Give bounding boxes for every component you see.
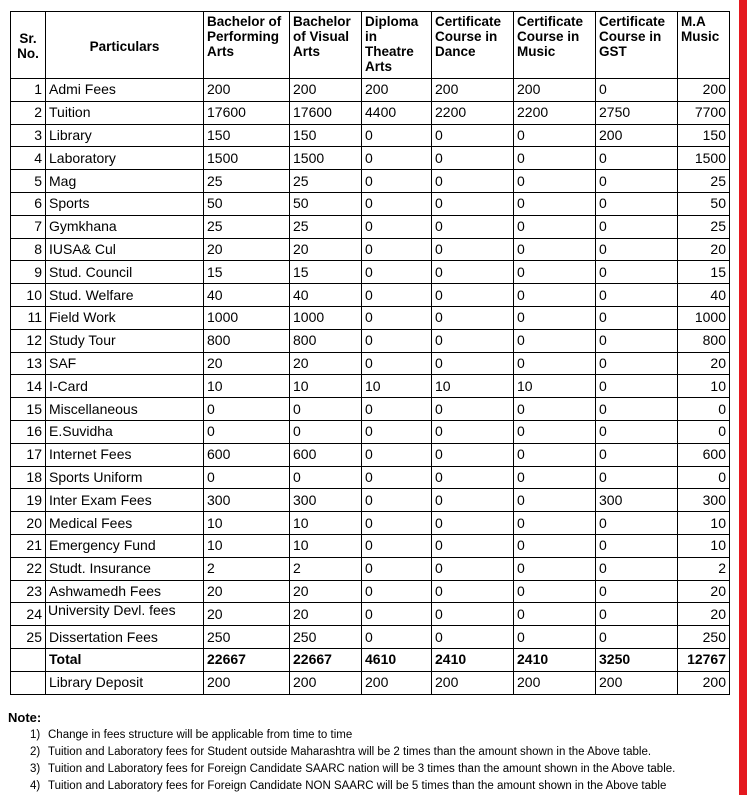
row-fee-value: 10: [204, 534, 290, 557]
table-row: [11, 626, 730, 649]
row-fee-value: 0: [432, 603, 514, 626]
row-fee-value: 0: [514, 420, 596, 443]
row-fee-value: 250: [678, 626, 730, 649]
row-fee-value: 0: [514, 238, 596, 261]
row-particular: Mag: [46, 170, 204, 193]
row-particular: Emergency Fund: [46, 534, 204, 557]
row-particular: Studt. Insurance: [46, 557, 204, 580]
total-value: 12767: [678, 648, 730, 671]
row-fee-value: 0: [362, 512, 432, 535]
row-fee-value: 0: [596, 352, 678, 375]
row-fee-value: 0: [596, 238, 678, 261]
row-fee-value: 0: [596, 170, 678, 193]
row-fee-value: 0: [596, 329, 678, 352]
row-fee-value: 0: [362, 170, 432, 193]
row-particular: Sports Uniform: [46, 466, 204, 489]
row-fee-value: 40: [204, 284, 290, 307]
table-row: [11, 512, 730, 535]
row-sr-no: 6: [11, 192, 46, 215]
row-fee-value: 0: [432, 398, 514, 421]
row-sr-no: 9: [11, 261, 46, 284]
table-row: [11, 306, 730, 329]
library-deposit-label: Library Deposit: [46, 671, 204, 694]
note-number: 1): [30, 729, 41, 741]
note-title: Note:: [8, 710, 42, 725]
row-fee-value: 2: [204, 557, 290, 580]
row-sr-no: 10: [11, 284, 46, 307]
header-particulars: Particulars: [46, 12, 204, 79]
note-number: 3): [30, 763, 41, 775]
row-fee-value: 1000: [290, 306, 362, 329]
total-value: 4610: [362, 648, 432, 671]
row-fee-value: 0: [596, 192, 678, 215]
row-fee-value: 0: [362, 284, 432, 307]
row-fee-value: 0: [362, 398, 432, 421]
row-sr-no: 23: [11, 580, 46, 603]
table-header-row: [11, 12, 730, 79]
row-fee-value: 200: [678, 79, 730, 102]
row-fee-value: 17600: [290, 101, 362, 124]
row-fee-value: 0: [596, 557, 678, 580]
row-fee-value: 0: [204, 398, 290, 421]
note-number: 2): [30, 746, 41, 758]
row-sr-no: 7: [11, 215, 46, 238]
row-fee-value: 15: [204, 261, 290, 284]
row-sr-no: 25: [11, 626, 46, 649]
total-value: 22667: [204, 648, 290, 671]
row-fee-value: 40: [678, 284, 730, 307]
row-fee-value: 25: [678, 170, 730, 193]
note-item: [30, 727, 675, 744]
row-fee-value: 0: [362, 215, 432, 238]
row-sr-no: 24: [11, 603, 46, 626]
total-value: 2410: [432, 648, 514, 671]
row-fee-value: 0: [432, 170, 514, 193]
row-fee-value: 0: [514, 147, 596, 170]
note-item: [30, 761, 675, 778]
row-fee-value: 0: [432, 147, 514, 170]
row-fee-value: 0: [432, 443, 514, 466]
library-deposit-value: 200: [514, 671, 596, 694]
note-text: Tuition and Laboratory fees for Foreign Candidate NON SAARC will be 5 times than the amount shown in the Above table: [48, 780, 667, 792]
total-value: 3250: [596, 648, 678, 671]
row-fee-value: 0: [432, 466, 514, 489]
row-particular: Study Tour: [46, 329, 204, 352]
row-particular: Ashwamedh Fees: [46, 580, 204, 603]
total-sr-empty: [11, 648, 46, 671]
row-fee-value: 0: [432, 124, 514, 147]
row-particular: Library: [46, 124, 204, 147]
library-deposit-value: 200: [596, 671, 678, 694]
row-fee-value: 4400: [362, 101, 432, 124]
row-fee-value: 0: [362, 420, 432, 443]
row-fee-value: 0: [204, 466, 290, 489]
table-row: [11, 329, 730, 352]
header-sr-no: Sr. No.: [11, 12, 46, 79]
total-value: 2410: [514, 648, 596, 671]
row-sr-no: 12: [11, 329, 46, 352]
row-fee-value: 0: [514, 170, 596, 193]
row-fee-value: 20: [204, 580, 290, 603]
row-fee-value: 0: [432, 626, 514, 649]
row-fee-value: 20: [678, 580, 730, 603]
table-row: [11, 534, 730, 557]
row-fee-value: 0: [362, 306, 432, 329]
table-row: [11, 124, 730, 147]
row-fee-value: 0: [362, 192, 432, 215]
row-fee-value: 600: [204, 443, 290, 466]
row-fee-value: 0: [514, 261, 596, 284]
row-fee-value: 0: [432, 238, 514, 261]
row-fee-value: 0: [596, 375, 678, 398]
row-fee-value: 0: [514, 534, 596, 557]
row-fee-value: 0: [678, 420, 730, 443]
row-fee-value: 0: [432, 534, 514, 557]
row-fee-value: 2: [678, 557, 730, 580]
row-fee-value: 1500: [290, 147, 362, 170]
note-text: Tuition and Laboratory fees for Student outside Maharashtra will be 2 times than the amount shown in the Above table.: [48, 746, 652, 758]
table-row: [11, 79, 730, 102]
row-sr-no: 20: [11, 512, 46, 535]
library-deposit-value: 200: [290, 671, 362, 694]
row-fee-value: 0: [514, 284, 596, 307]
row-fee-value: 17600: [204, 101, 290, 124]
row-fee-value: 800: [290, 329, 362, 352]
library-deposit-value: 200: [204, 671, 290, 694]
row-fee-value: 2200: [514, 101, 596, 124]
row-particular: Sports: [46, 192, 204, 215]
row-fee-value: 20: [678, 238, 730, 261]
row-particular: Stud. Council: [46, 261, 204, 284]
total-value: 22667: [290, 648, 362, 671]
row-fee-value: 10: [432, 375, 514, 398]
library-deposit-row: [11, 671, 730, 694]
row-sr-no: 13: [11, 352, 46, 375]
row-fee-value: 40: [290, 284, 362, 307]
row-fee-value: 0: [362, 626, 432, 649]
row-fee-value: 2: [290, 557, 362, 580]
row-fee-value: 0: [204, 420, 290, 443]
row-particular: Medical Fees: [46, 512, 204, 535]
row-fee-value: 0: [596, 420, 678, 443]
row-fee-value: 0: [362, 489, 432, 512]
header-course: Bachelor of Visual Arts: [290, 12, 362, 79]
row-fee-value: 300: [290, 489, 362, 512]
table-row: [11, 375, 730, 398]
row-fee-value: 25: [678, 215, 730, 238]
row-particular: Laboratory: [46, 147, 204, 170]
row-fee-value: 20: [204, 352, 290, 375]
row-fee-value: 20: [290, 352, 362, 375]
table-row: [11, 580, 730, 603]
row-fee-value: 10: [514, 375, 596, 398]
row-fee-value: 0: [362, 238, 432, 261]
row-fee-value: 0: [432, 192, 514, 215]
row-fee-value: 0: [596, 306, 678, 329]
row-fee-value: 200: [596, 124, 678, 147]
row-fee-value: 50: [290, 192, 362, 215]
table-row: [11, 420, 730, 443]
right-accent-bar: [739, 0, 747, 795]
row-fee-value: 10: [290, 375, 362, 398]
row-fee-value: 1500: [204, 147, 290, 170]
row-fee-value: 0: [514, 329, 596, 352]
row-sr-no: 1: [11, 79, 46, 102]
row-fee-value: 0: [290, 466, 362, 489]
row-fee-value: 0: [514, 603, 596, 626]
row-fee-value: 10: [678, 534, 730, 557]
row-particular: Miscellaneous: [46, 398, 204, 421]
row-fee-value: 0: [514, 626, 596, 649]
row-fee-value: 300: [596, 489, 678, 512]
row-fee-value: 10: [204, 375, 290, 398]
row-fee-value: 300: [204, 489, 290, 512]
row-sr-no: 2: [11, 101, 46, 124]
table-row: [11, 215, 730, 238]
row-fee-value: 600: [678, 443, 730, 466]
header-course: Certificate Course in Music: [514, 12, 596, 79]
row-fee-value: 0: [290, 420, 362, 443]
row-fee-value: 0: [514, 306, 596, 329]
row-sr-no: 21: [11, 534, 46, 557]
total-label: Total: [46, 648, 204, 671]
row-particular: Gymkhana: [46, 215, 204, 238]
row-fee-value: 1000: [678, 306, 730, 329]
table-row: [11, 557, 730, 580]
row-fee-value: 0: [596, 215, 678, 238]
row-fee-value: 10: [678, 512, 730, 535]
table-row: [11, 352, 730, 375]
row-fee-value: 0: [514, 466, 596, 489]
row-fee-value: 200: [362, 79, 432, 102]
row-particular: Internet Fees: [46, 443, 204, 466]
note-text: Tuition and Laboratory fees for Foreign Candidate SAARC nation will be 3 times than the amount shown in the Above table.: [48, 763, 676, 775]
row-fee-value: 250: [290, 626, 362, 649]
row-fee-value: 1000: [204, 306, 290, 329]
row-particular: SAF: [46, 352, 204, 375]
row-sr-no: 3: [11, 124, 46, 147]
row-particular: E.Suvidha: [46, 420, 204, 443]
table-row: [11, 192, 730, 215]
row-fee-value: 20: [290, 238, 362, 261]
row-fee-value: 0: [514, 512, 596, 535]
row-fee-value: 0: [432, 420, 514, 443]
row-fee-value: 800: [678, 329, 730, 352]
row-sr-no: 18: [11, 466, 46, 489]
row-fee-value: 0: [514, 580, 596, 603]
row-fee-value: 15: [678, 261, 730, 284]
row-fee-value: 150: [678, 124, 730, 147]
row-fee-value: 0: [432, 261, 514, 284]
row-fee-value: 0: [678, 466, 730, 489]
row-fee-value: 200: [432, 79, 514, 102]
note-text: Change in fees structure will be applicable from time to time: [48, 729, 353, 741]
row-fee-value: 0: [514, 443, 596, 466]
row-sr-no: 8: [11, 238, 46, 261]
table-row: [11, 603, 730, 626]
row-fee-value: 200: [204, 79, 290, 102]
row-particular: University Devl. fees: [46, 603, 204, 626]
row-fee-value: 20: [290, 580, 362, 603]
row-fee-value: 7700: [678, 101, 730, 124]
table-row: [11, 466, 730, 489]
row-sr-no: 4: [11, 147, 46, 170]
row-fee-value: 2200: [432, 101, 514, 124]
row-sr-no: 22: [11, 557, 46, 580]
row-fee-value: 150: [204, 124, 290, 147]
table-row: [11, 261, 730, 284]
row-fee-value: 25: [204, 170, 290, 193]
row-fee-value: 0: [596, 603, 678, 626]
row-fee-value: 10: [678, 375, 730, 398]
row-fee-value: 50: [204, 192, 290, 215]
row-particular: Admi Fees: [46, 79, 204, 102]
header-course: Diploma in Theatre Arts: [362, 12, 432, 79]
row-fee-value: 0: [362, 580, 432, 603]
row-fee-value: 20: [204, 238, 290, 261]
row-fee-value: 0: [514, 215, 596, 238]
row-fee-value: 0: [596, 626, 678, 649]
row-fee-value: 0: [362, 603, 432, 626]
row-sr-no: 15: [11, 398, 46, 421]
row-fee-value: 0: [596, 398, 678, 421]
row-fee-value: 0: [362, 557, 432, 580]
row-fee-value: 0: [362, 261, 432, 284]
row-particular: Stud. Welfare: [46, 284, 204, 307]
row-fee-value: 600: [290, 443, 362, 466]
row-fee-value: 25: [290, 215, 362, 238]
row-fee-value: 0: [514, 352, 596, 375]
row-fee-value: 0: [596, 261, 678, 284]
table-row: [11, 489, 730, 512]
row-fee-value: 200: [514, 79, 596, 102]
row-sr-no: 5: [11, 170, 46, 193]
row-fee-value: 25: [290, 170, 362, 193]
row-fee-value: 0: [514, 398, 596, 421]
row-particular: IUSA& Cul: [46, 238, 204, 261]
row-fee-value: 150: [290, 124, 362, 147]
row-sr-no: 19: [11, 489, 46, 512]
row-fee-value: 0: [432, 557, 514, 580]
table-row: [11, 170, 730, 193]
row-fee-value: 0: [362, 443, 432, 466]
row-fee-value: 0: [362, 466, 432, 489]
row-fee-value: 0: [362, 147, 432, 170]
library-deposit-value: 200: [362, 671, 432, 694]
row-fee-value: 10: [290, 534, 362, 557]
row-fee-value: 0: [432, 489, 514, 512]
row-fee-value: 0: [596, 79, 678, 102]
note-number: 4): [30, 780, 41, 792]
row-fee-value: 0: [596, 466, 678, 489]
row-fee-value: 0: [432, 512, 514, 535]
row-fee-value: 0: [596, 443, 678, 466]
table-row: [11, 443, 730, 466]
row-fee-value: 0: [432, 284, 514, 307]
header-course: M.A Music: [678, 12, 730, 79]
row-fee-value: 0: [432, 215, 514, 238]
row-fee-value: 0: [678, 398, 730, 421]
row-fee-value: 0: [432, 580, 514, 603]
row-fee-value: 0: [596, 512, 678, 535]
row-fee-value: 0: [432, 306, 514, 329]
row-fee-value: 20: [678, 352, 730, 375]
row-fee-value: 0: [514, 557, 596, 580]
row-fee-value: 0: [432, 329, 514, 352]
row-fee-value: 0: [362, 329, 432, 352]
row-fee-value: 10: [204, 512, 290, 535]
row-fee-value: 0: [596, 580, 678, 603]
row-fee-value: 10: [290, 512, 362, 535]
row-particular: Dissertation Fees: [46, 626, 204, 649]
header-course: Bachelor of Performing Arts: [204, 12, 290, 79]
row-sr-no: 11: [11, 306, 46, 329]
note-item: [30, 744, 675, 761]
row-fee-value: 0: [362, 534, 432, 557]
row-sr-no: 14: [11, 375, 46, 398]
row-fee-value: 0: [514, 124, 596, 147]
table-row: [11, 398, 730, 421]
row-fee-value: 0: [596, 147, 678, 170]
row-fee-value: 20: [290, 603, 362, 626]
row-fee-value: 10: [362, 375, 432, 398]
row-sr-no: 16: [11, 420, 46, 443]
table-row: [11, 284, 730, 307]
row-sr-no: 17: [11, 443, 46, 466]
library-deposit-sr-empty: [11, 671, 46, 694]
row-fee-value: 2750: [596, 101, 678, 124]
row-particular: Tuition: [46, 101, 204, 124]
table-row: [11, 147, 730, 170]
row-fee-value: 200: [290, 79, 362, 102]
notes-list: [30, 727, 675, 795]
row-fee-value: 0: [596, 534, 678, 557]
library-deposit-value: 200: [432, 671, 514, 694]
header-course: Certificate Course in GST: [596, 12, 678, 79]
table-row: [11, 101, 730, 124]
row-fee-value: 0: [362, 352, 432, 375]
row-fee-value: 0: [290, 398, 362, 421]
library-deposit-value: 200: [678, 671, 730, 694]
row-fee-value: 300: [678, 489, 730, 512]
header-course: Certificate Course in Dance: [432, 12, 514, 79]
row-fee-value: 0: [596, 284, 678, 307]
row-fee-value: 250: [204, 626, 290, 649]
row-particular: Field Work: [46, 306, 204, 329]
row-fee-value: 800: [204, 329, 290, 352]
row-particular: I-Card: [46, 375, 204, 398]
note-item: [30, 778, 675, 795]
row-fee-value: 0: [432, 352, 514, 375]
table-row: [11, 238, 730, 261]
row-fee-value: 15: [290, 261, 362, 284]
row-fee-value: 20: [204, 603, 290, 626]
total-row: [11, 648, 730, 671]
row-fee-value: 0: [514, 489, 596, 512]
fees-table: [10, 11, 730, 695]
row-fee-value: 20: [678, 603, 730, 626]
row-fee-value: 0: [514, 192, 596, 215]
row-particular: Inter Exam Fees: [46, 489, 204, 512]
row-fee-value: 50: [678, 192, 730, 215]
row-fee-value: 0: [362, 124, 432, 147]
row-fee-value: 25: [204, 215, 290, 238]
row-fee-value: 1500: [678, 147, 730, 170]
